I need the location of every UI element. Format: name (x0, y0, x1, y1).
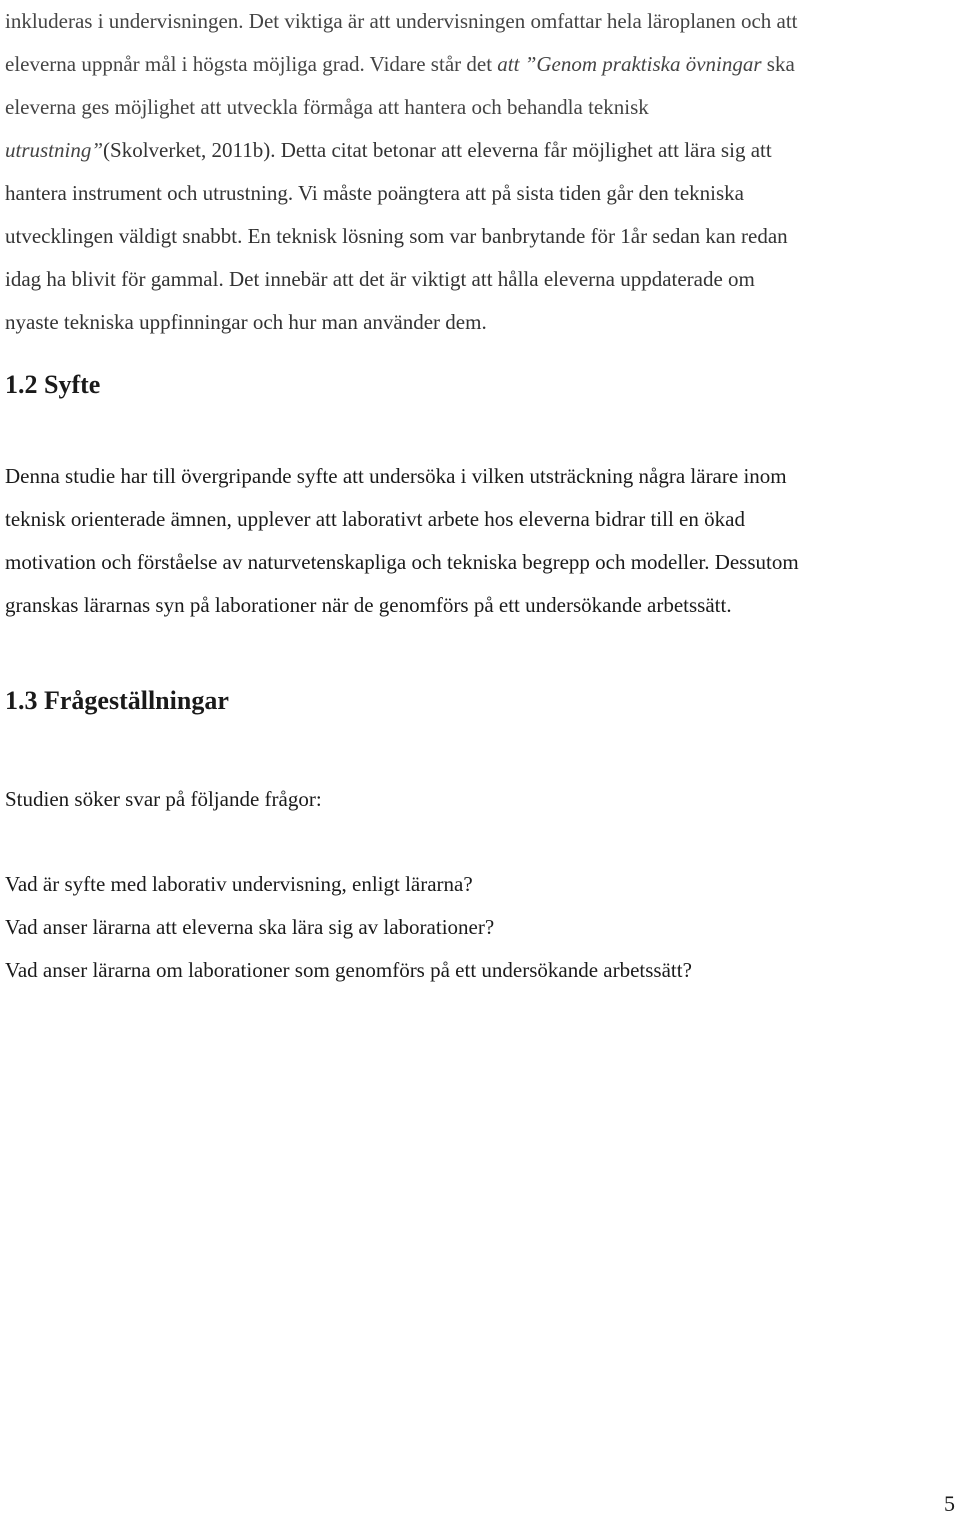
question-item-3: Vad anser lärarna om laborationer som genomförs på ett undersökande arbetssätt? (5, 958, 692, 982)
intro-line-3: eleverna ges möjlighet att utveckla förmåga att hantera och behandla teknisk (5, 95, 649, 119)
intro-line-7-start: idag ha blivit för gammal. (5, 267, 224, 291)
intro-line-5 (5, 172, 798, 215)
intro-line-4 (5, 129, 798, 172)
intro-line-8: nyaste tekniska uppfinningar och hur man använder dem. (5, 310, 487, 334)
intro-paragraph (5, 0, 798, 344)
intro-line-6-rest: En teknisk lösning som var banbrytande för 1år sedan kan redan (242, 224, 788, 248)
syfte-line-3: motivation och förståelse av naturvetenskapliga och tekniska begrepp och modeller. Dessutom (5, 550, 799, 574)
intro-line-7-rest: Det innebär att det är viktigt att hålla eleverna uppdaterade om (223, 267, 755, 291)
intro-line-2-start: eleverna uppnår mål i högsta möjliga grad. (5, 52, 365, 76)
intro-line-6 (5, 215, 798, 258)
section-heading-syfte: 1.2 Syfte (5, 370, 101, 399)
question-item-2: Vad anser lärarna att eleverna ska lära sig av laborationer? (5, 915, 495, 939)
intro-line-2-rest-b: ska (761, 52, 795, 76)
intro-line-4-rest: Detta citat betonar att eleverna får möjlighet att lära sig att (275, 138, 772, 162)
fragor-intro (5, 778, 322, 821)
page-number: 5 (944, 1491, 955, 1516)
intro-line-5-start: hantera instrument och utrustning. (5, 181, 294, 205)
question-item-1: Vad är syfte med laborativ undervisning, enligt lärarna? (5, 872, 473, 896)
syfte-line-2: teknisk orienterade ämnen, upplever att laborativt arbete hos eleverna bidrar till en ökad (5, 507, 745, 531)
intro-line-7 (5, 258, 798, 301)
intro-line-1: inkluderas i undervisningen. Det viktiga är att undervisningen omfattar hela läroplanen och att (5, 9, 798, 33)
syfte-paragraph (5, 455, 799, 627)
intro-line-2-italic: att ”Genom praktiska övningar (497, 52, 762, 76)
intro-line-2-rest-a: Vidare står det (364, 52, 498, 76)
syfte-line-4: granskas lärarnas syn på laborationer när de genomförs på ett undersökande arbetssätt. (5, 593, 732, 617)
intro-line-5-rest: Vi måste poängtera att på sista tiden går den tekniska (293, 181, 744, 205)
intro-line-2 (5, 43, 798, 86)
intro-line-4-italic: utrustning” (5, 138, 104, 162)
fragor-intro-line: Studien söker svar på följande frågor: (5, 787, 322, 811)
question-list (5, 863, 692, 992)
intro-line-4-citation: (Skolverket, 2011b). (103, 138, 276, 162)
syfte-line-1: Denna studie har till övergripande syfte att undersöka i vilken utsträckning några lärare inom (5, 464, 787, 488)
section-heading-fragestallningar: 1.3 Frågeställningar (5, 686, 229, 715)
intro-line-6-start: utvecklingen väldigt snabbt. (5, 224, 243, 248)
